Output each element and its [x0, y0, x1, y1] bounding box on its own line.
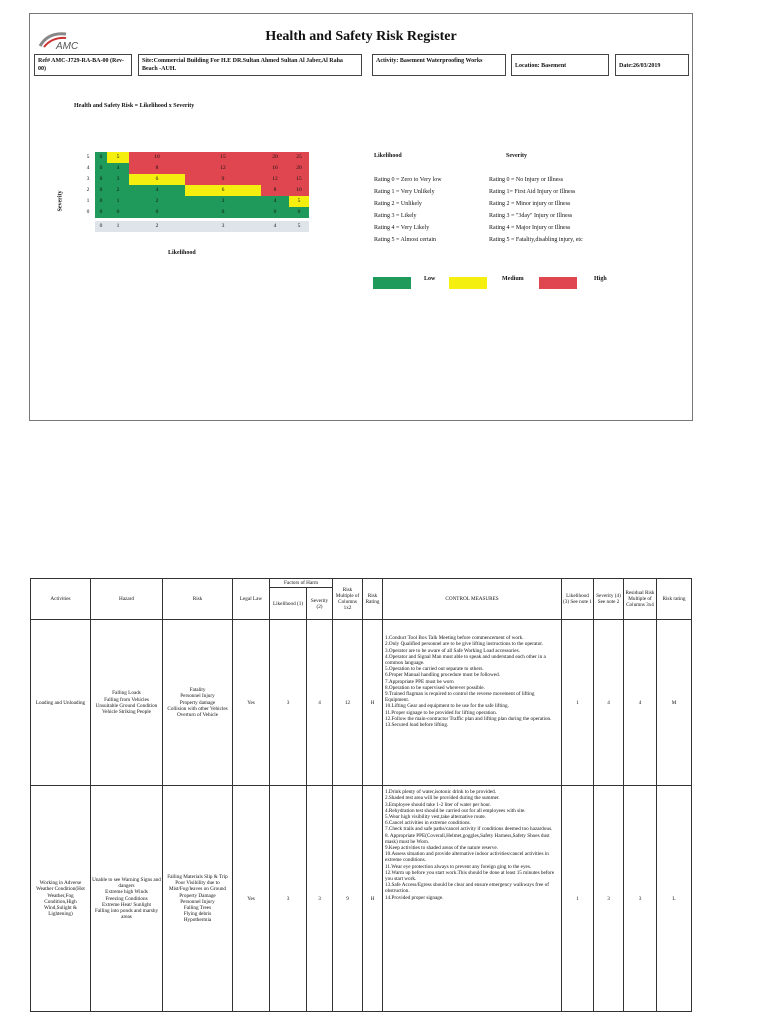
severity-rating: Rating 5 = Fatality,disabling injury, etc [489, 237, 583, 243]
cell-hazard: Unable to see Warning Signs and dangers Extreme high Winds Freezing Conditions Extreme Heat/ Sunlight Falling into ponds and marshy areas [91, 786, 163, 1012]
control-item: 14.Provided proper signage. [385, 894, 444, 901]
matrix-cell: 0 [185, 207, 261, 218]
severity-tick: 3 [86, 176, 90, 182]
cell-severity: 4 [307, 620, 333, 786]
cell-res-rating: M [657, 620, 692, 786]
matrix-cell: 15 [289, 174, 309, 185]
control-item: 10.Lifting Gear and equipment to be use for the safe lifting. [385, 703, 509, 710]
matrix-cell: 3 [185, 196, 261, 207]
col-res-severity: Severity (4) See note 2 [594, 579, 624, 620]
control-item: 8. Appropriate PPE(Coverall,Helmet,goggles,Safety Harness,Safety Shoes dust mask) must be Worn. [385, 832, 550, 845]
control-item: 13.Secured load before lifting. [385, 722, 449, 729]
severity-rating: Rating 0 = No Injury or Illness [489, 177, 564, 183]
likelihood-rating: Rating 1 = Very Unlikely [374, 189, 435, 195]
matrix-cell: 10 [129, 152, 185, 163]
matrix-cell: 10 [289, 185, 309, 196]
cell-likelihood: 3 [270, 786, 307, 1012]
matrix-cell: 9 [185, 174, 261, 185]
col-severity: Severity (2) [307, 588, 333, 620]
matrix-cell: 2 [107, 185, 129, 196]
control-item: 2.Only Qualified personnel are to be give lifting instructions to the operator. [385, 641, 544, 648]
likelihood-tick: 1 [107, 221, 129, 232]
cell-res-rating: L [657, 786, 692, 1012]
col-factors: Factors of Harm [270, 579, 333, 588]
cell-severity: 3 [307, 786, 333, 1012]
control-item: 5.Wear high visibility vest,take alternative route. [385, 814, 486, 821]
table-row [31, 620, 692, 786]
control-item: 9.Trained flagman is required to control the reverse movement of lifting Equipment. [385, 691, 535, 704]
matrix-cell: 15 [185, 152, 261, 163]
matrix-cell: 0 [95, 163, 107, 174]
cell-legal: Yes [233, 620, 270, 786]
cell-res-multiple: 4 [624, 620, 657, 786]
severity-tick: 5 [86, 154, 90, 160]
logo-text: AMC [56, 41, 79, 52]
cell-res-severity: 4 [594, 620, 624, 786]
legend-medium-label: Medium [502, 276, 524, 282]
cell-multiple: 9 [333, 786, 363, 1012]
matrix-cell: 12 [185, 163, 261, 174]
matrix-cell: 12 [261, 174, 289, 185]
cell-legal: Yes [233, 786, 270, 1012]
date-box: Date:26/03/2019 [615, 54, 689, 76]
control-item: 8.Operation to be supervised wherever possible. [385, 684, 485, 691]
col-risk: Risk [163, 579, 233, 620]
matrix-cell: 0 [95, 174, 107, 185]
reference-box: Ref# AMC-J729-RA-BA-00 (Rev-00) [34, 54, 132, 76]
cell-res-likelihood: 1 [562, 620, 594, 786]
matrix-cell: 0 [129, 207, 185, 218]
control-item: 6.Proper Manual handling procedure must be followed. [385, 672, 500, 679]
table-row [31, 786, 692, 1012]
likelihood-ratings [374, 153, 442, 246]
cell-rating: H [363, 786, 383, 1012]
page-title: Health and Safety Risk Register [265, 29, 457, 44]
likelihood-tick: 0 [95, 221, 107, 232]
col-rating: Risk Rating [363, 579, 383, 620]
matrix-cell: 0 [95, 185, 107, 196]
matrix-cell: 4 [129, 185, 185, 196]
col-hazard: Hazard [91, 579, 163, 620]
cell-activity: Working in Adverse Weather Condition(Hot Weather,Fog Condition,High Wind,Sulight & Lightening) [31, 786, 91, 1012]
col-res-likelihood: Likelihood (3) See note 1 [562, 579, 594, 620]
control-item: 10.Assess situation and provide alternative indoor activities/cancel activities in extreme conditions. [385, 851, 549, 864]
col-legal: Legal Law [233, 579, 270, 620]
severity-rating: Rating 2 = Minor injury or Illness [489, 201, 571, 207]
cell-res-likelihood: 1 [562, 786, 594, 1012]
cell-multiple: 12 [333, 620, 363, 786]
matrix-cell: 0 [289, 207, 309, 218]
col-control: CONTROL MEASURES [383, 579, 562, 620]
risk-register-table [30, 578, 692, 1012]
severity-rating: Rating 3 = "3day" Injury or Illness [489, 213, 573, 219]
severity-ratings [489, 153, 583, 246]
severity-tick: 1 [86, 198, 90, 204]
activity-box: Activity: Basement Waterproofing Works [372, 54, 506, 76]
severity-tick: 0 [86, 209, 90, 215]
col-activities: Activities [31, 579, 91, 620]
cell-hazard: Falling Loads Falling from Vehicles Unsuitable Ground Condition Vehicle Striking People [91, 620, 163, 786]
control-item: 7.Appropriate PPE must be worn [385, 678, 454, 685]
matrix-cell: 6 [185, 185, 261, 196]
risk-register-table-page [30, 578, 691, 1012]
location-box: Location: Basement [511, 54, 609, 76]
likelihood-tick: 3 [185, 221, 261, 232]
control-item: 7.Check trails and safe paths/cancel activity if conditions deemed too hazardous. [385, 826, 553, 833]
matrix-cell: 0 [261, 207, 289, 218]
control-item: 11.Proper signage to be provided for lifting operation. [385, 709, 498, 716]
control-item: 1.Conduct Tool Box Talk Meeting before commencement of work. [385, 635, 524, 642]
cell-risk: Falling Materials Slip & Trip Poor Visibility due to Mist/Fog/leaves on Ground Property Damage Personnel Injury Falling Trees Flying debris Hypothermia [163, 786, 233, 1012]
likelihood-rating: Rating 2 = Unlikely [374, 201, 422, 207]
control-item: 6.Cancel activities in extreme conditions. [385, 820, 471, 827]
matrix-cell: 0 [95, 196, 107, 207]
site-box: Site:Commercial Building For H.E DR.Sultan Ahmed Sultan Al Jaber,Al Raha Beach -AUH. [138, 54, 362, 76]
control-item: 9.Keep activities to shaded areas of the nature reserve. [385, 845, 498, 852]
cell-risk: Fatality Personnel Injury Property damage Collision with other Vehicles Overturn of Vehicle [163, 620, 233, 786]
cell-controls [383, 620, 562, 786]
matrix-y-axis-label: Severity [57, 190, 64, 212]
likelihood-tick: 2 [129, 221, 185, 232]
control-item: 5.Operation to be carried out separate to others. [385, 666, 484, 673]
severity-heading: Severity [506, 153, 527, 159]
matrix-cell: 4 [107, 163, 129, 174]
control-item: 12.Warm up before you start work.This should be done at least 15 minutes before you start work. [385, 869, 555, 883]
matrix-cell: 0 [107, 207, 129, 218]
col-res-multiple: Residual Risk Multiple of Columns 3x4 [624, 579, 657, 620]
col-multiple: Risk Multiple of Columns 1x2 [333, 579, 363, 620]
col-res-rating: Risk rating [657, 579, 692, 620]
risk-formula: Health and Safety Risk = Likelihood x Severity [74, 103, 195, 109]
likelihood-tick: 5 [289, 221, 309, 232]
cell-likelihood: 3 [270, 620, 307, 786]
matrix-cell: 6 [129, 174, 185, 185]
matrix-cell: 5 [107, 152, 129, 163]
cell-rating: H [363, 620, 383, 786]
severity-tick: 4 [86, 165, 90, 171]
cell-res-severity: 3 [594, 786, 624, 1012]
matrix-cell: 20 [289, 163, 309, 174]
matrix-cell: 1 [107, 196, 129, 207]
matrix-cell: 0 [95, 207, 107, 218]
legend-high-label: High [594, 276, 607, 282]
severity-rating: Rating 4 = Major Injury or Illness [489, 225, 571, 231]
matrix-cell: 3 [107, 174, 129, 185]
legend-low-swatch [373, 277, 411, 289]
likelihood-rating: Rating 0 = Zero to Very low [374, 177, 442, 183]
matrix-cell: 2 [129, 196, 185, 207]
matrix-cell: 0 [95, 152, 107, 163]
control-item: 3.Operator are to be aware of all Safe Working Load accessories. [385, 647, 520, 654]
control-item: 3.Employee should take 1-2 liter of water per hour. [385, 801, 492, 808]
matrix-x-axis-label: Likelihood [168, 250, 196, 256]
legend-medium-swatch [449, 277, 487, 289]
control-item: 2.Shaded rest area will be provided during the summer. [385, 795, 500, 802]
control-item: 13.Safe Access/Egress should be clear and ensure emergency walkways free of obstruction. [385, 882, 549, 895]
legend-high-swatch [539, 277, 577, 289]
likelihood-rating: Rating 5 = Almost certain [374, 237, 437, 243]
control-item: 4.Rehydration test should be carried out for all employees with site. [385, 807, 526, 814]
control-item: 11.Wear eye protection always to prevent any foreign ging to the eyes. [385, 863, 532, 870]
cell-activity: Loading and Unloading [31, 620, 91, 786]
severity-rating: Rating 1= First Aid Injury or Illness [489, 189, 576, 195]
control-item: 12.Follow the main-contractor Traffic plan and lifting plan during the operation. [385, 715, 552, 722]
risk-register-cover-page [29, 13, 693, 421]
matrix-cell: 20 [261, 152, 289, 163]
cell-res-multiple: 3 [624, 786, 657, 1012]
cell-controls [383, 786, 562, 1012]
likelihood-rating: Rating 3 = Likely [374, 213, 417, 219]
control-item: 4.Operator and Signal Man must able to speak and understand each other in a common language. [385, 653, 546, 667]
likelihood-tick: 4 [261, 221, 289, 232]
matrix-cell: 8 [261, 185, 289, 196]
severity-tick: 2 [86, 187, 90, 193]
matrix-cell: 4 [261, 196, 289, 207]
likelihood-rating: Rating 4 = Very Likely [374, 225, 430, 231]
matrix-cell: 8 [129, 163, 185, 174]
legend-low-label: Low [424, 276, 436, 282]
matrix-cell: 16 [261, 163, 289, 174]
matrix-cell: 25 [289, 152, 309, 163]
likelihood-heading: Likelihood [374, 153, 402, 159]
control-item: 1.Drink plenty of water,isotonic drink to be provided. [385, 789, 497, 796]
col-likelihood: Likelihood (1) [270, 588, 307, 620]
matrix-cell: 5 [289, 196, 309, 207]
